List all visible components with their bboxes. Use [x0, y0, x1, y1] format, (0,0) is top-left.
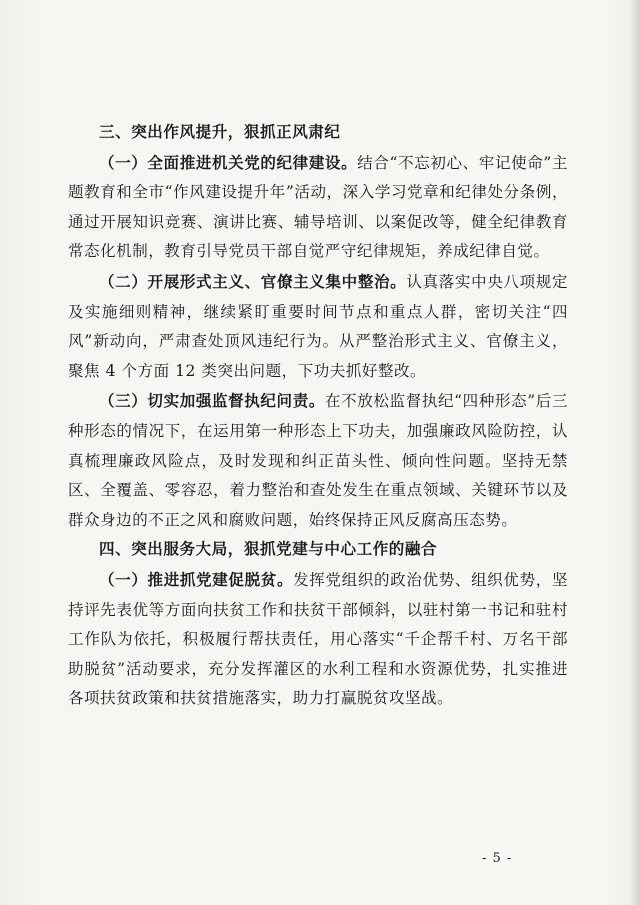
- paragraph-text: 结合“不忘初心、牢记使命”主题教育和全市“作风建设提升年”活动，深入学习党章和纪律处分条例，通过开展知识竞赛、演讲比赛、辅导培训、以案促改等，健全纪律教育常态化机制，教育引导党员干部自觉严守纪律规矩，养成纪律自觉。: [68, 153, 568, 261]
- paragraph-lead: （一）全面推进机关党的纪律建设。: [99, 152, 358, 172]
- paragraph: [68, 565, 568, 714]
- paragraph-text: 在不放松监督执纪“四种形态”后三种形态的情况下，在运用第一种形态上下功夫，加强廉政风险防控，认真梳理廉政风险点，及时发现和纠正苗头性、倾向性问题。坚持无禁区、全覆盖、零容忍，着力整治和查处发生在重点领域、关键环节以及群众身边的不正之风和腐败问题，始终保持正风反腐高压态势。: [68, 392, 568, 529]
- page-edge-shadow: [630, 0, 640, 905]
- paragraph-lead: （三）切实加强监督执纪问责。: [99, 391, 325, 411]
- page-number: - 5 -: [482, 851, 513, 866]
- paragraph: [68, 267, 568, 386]
- paragraph: [68, 148, 568, 267]
- section-3: [68, 118, 568, 535]
- paragraph-text: 发挥党组织的政治优势、组织优势，坚持评先表优等方面向扶贫工作和扶贫干部倾斜，以驻村第一书记和驻村工作队为依托，积极履行帮扶责任，用心落实“千企帮千村、万名干部助脱贫”活动要求，充分发挥灌区的水利工程和水资源优势，扎实推进各项扶贫政策和扶贫措施落实，助力打赢脱贫攻坚战。: [68, 570, 568, 708]
- section-heading: 四、突出服务大局，狠抓党建与中心工作的融合: [99, 540, 438, 559]
- paragraph-lead: （二）开展形式主义、官僚主义集中整治。: [99, 271, 407, 291]
- paragraph-text: 认真落实中央八项规定及实施细则精神，继续紧盯重要时间节点和重点人群，密切关注“四风”新动向，严肃查处顶风违纪行为。从严整治形式主义、官僚主义，聚焦 4 个方面 12 类突出问题，下功夫抓好整改。: [68, 272, 568, 380]
- paragraph: [68, 386, 568, 535]
- section-heading: 三、突出作风提升，狠抓正风肃纪: [99, 123, 341, 141]
- section-4: [68, 535, 568, 714]
- paragraph-lead: （一）推进抓党建促脱贫。: [99, 569, 294, 589]
- document-body: [68, 118, 568, 714]
